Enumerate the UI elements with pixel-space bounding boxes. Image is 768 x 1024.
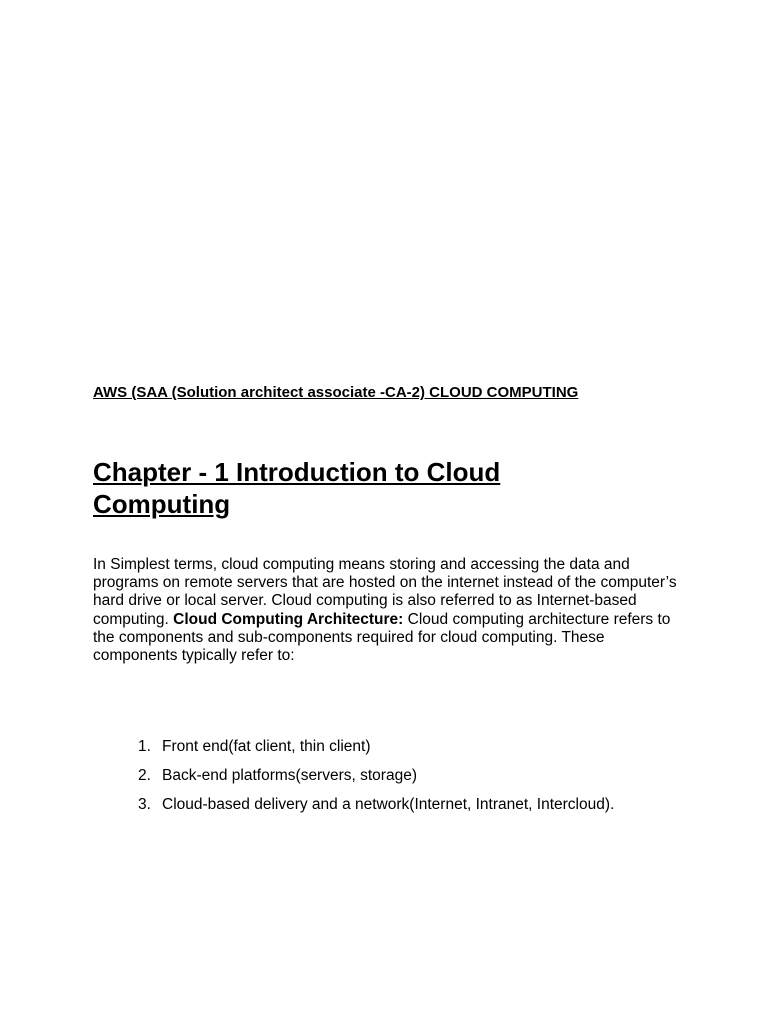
list-item <box>138 765 614 794</box>
architecture-text: Cloud computing architecture refers to the components and sub-components required for cloud computing. These components typically refer to: <box>93 610 671 665</box>
document-heading: AWS (SAA (Solution architect associate -CA-2) CLOUD COMPUTING <box>93 384 579 401</box>
list-number: 1. <box>138 738 151 755</box>
list-item-text: Back-end platforms(servers, storage) <box>162 767 417 784</box>
list-item-text: Cloud-based delivery and a network(Internet, Intranet, Intercloud). <box>162 796 615 813</box>
chapter-title: Chapter - 1 Introduction to Cloud Computing <box>93 457 501 519</box>
components-list <box>138 736 614 823</box>
list-item <box>138 794 614 823</box>
list-number: 3. <box>138 796 151 813</box>
list-item-text: Front end(fat client, thin client) <box>162 738 371 755</box>
architecture-term: Cloud Computing Architecture: <box>173 610 404 628</box>
intro-text: In Simplest terms, cloud computing means storing and accessing the data and programs on remote servers that are hosted on the internet instead of the computer’s hard drive or local server. Cloud computing is also referred to as Internet-based computing. <box>93 556 677 628</box>
intro-paragraph <box>93 556 693 665</box>
list-item <box>138 736 614 765</box>
list-number: 2. <box>138 767 151 784</box>
